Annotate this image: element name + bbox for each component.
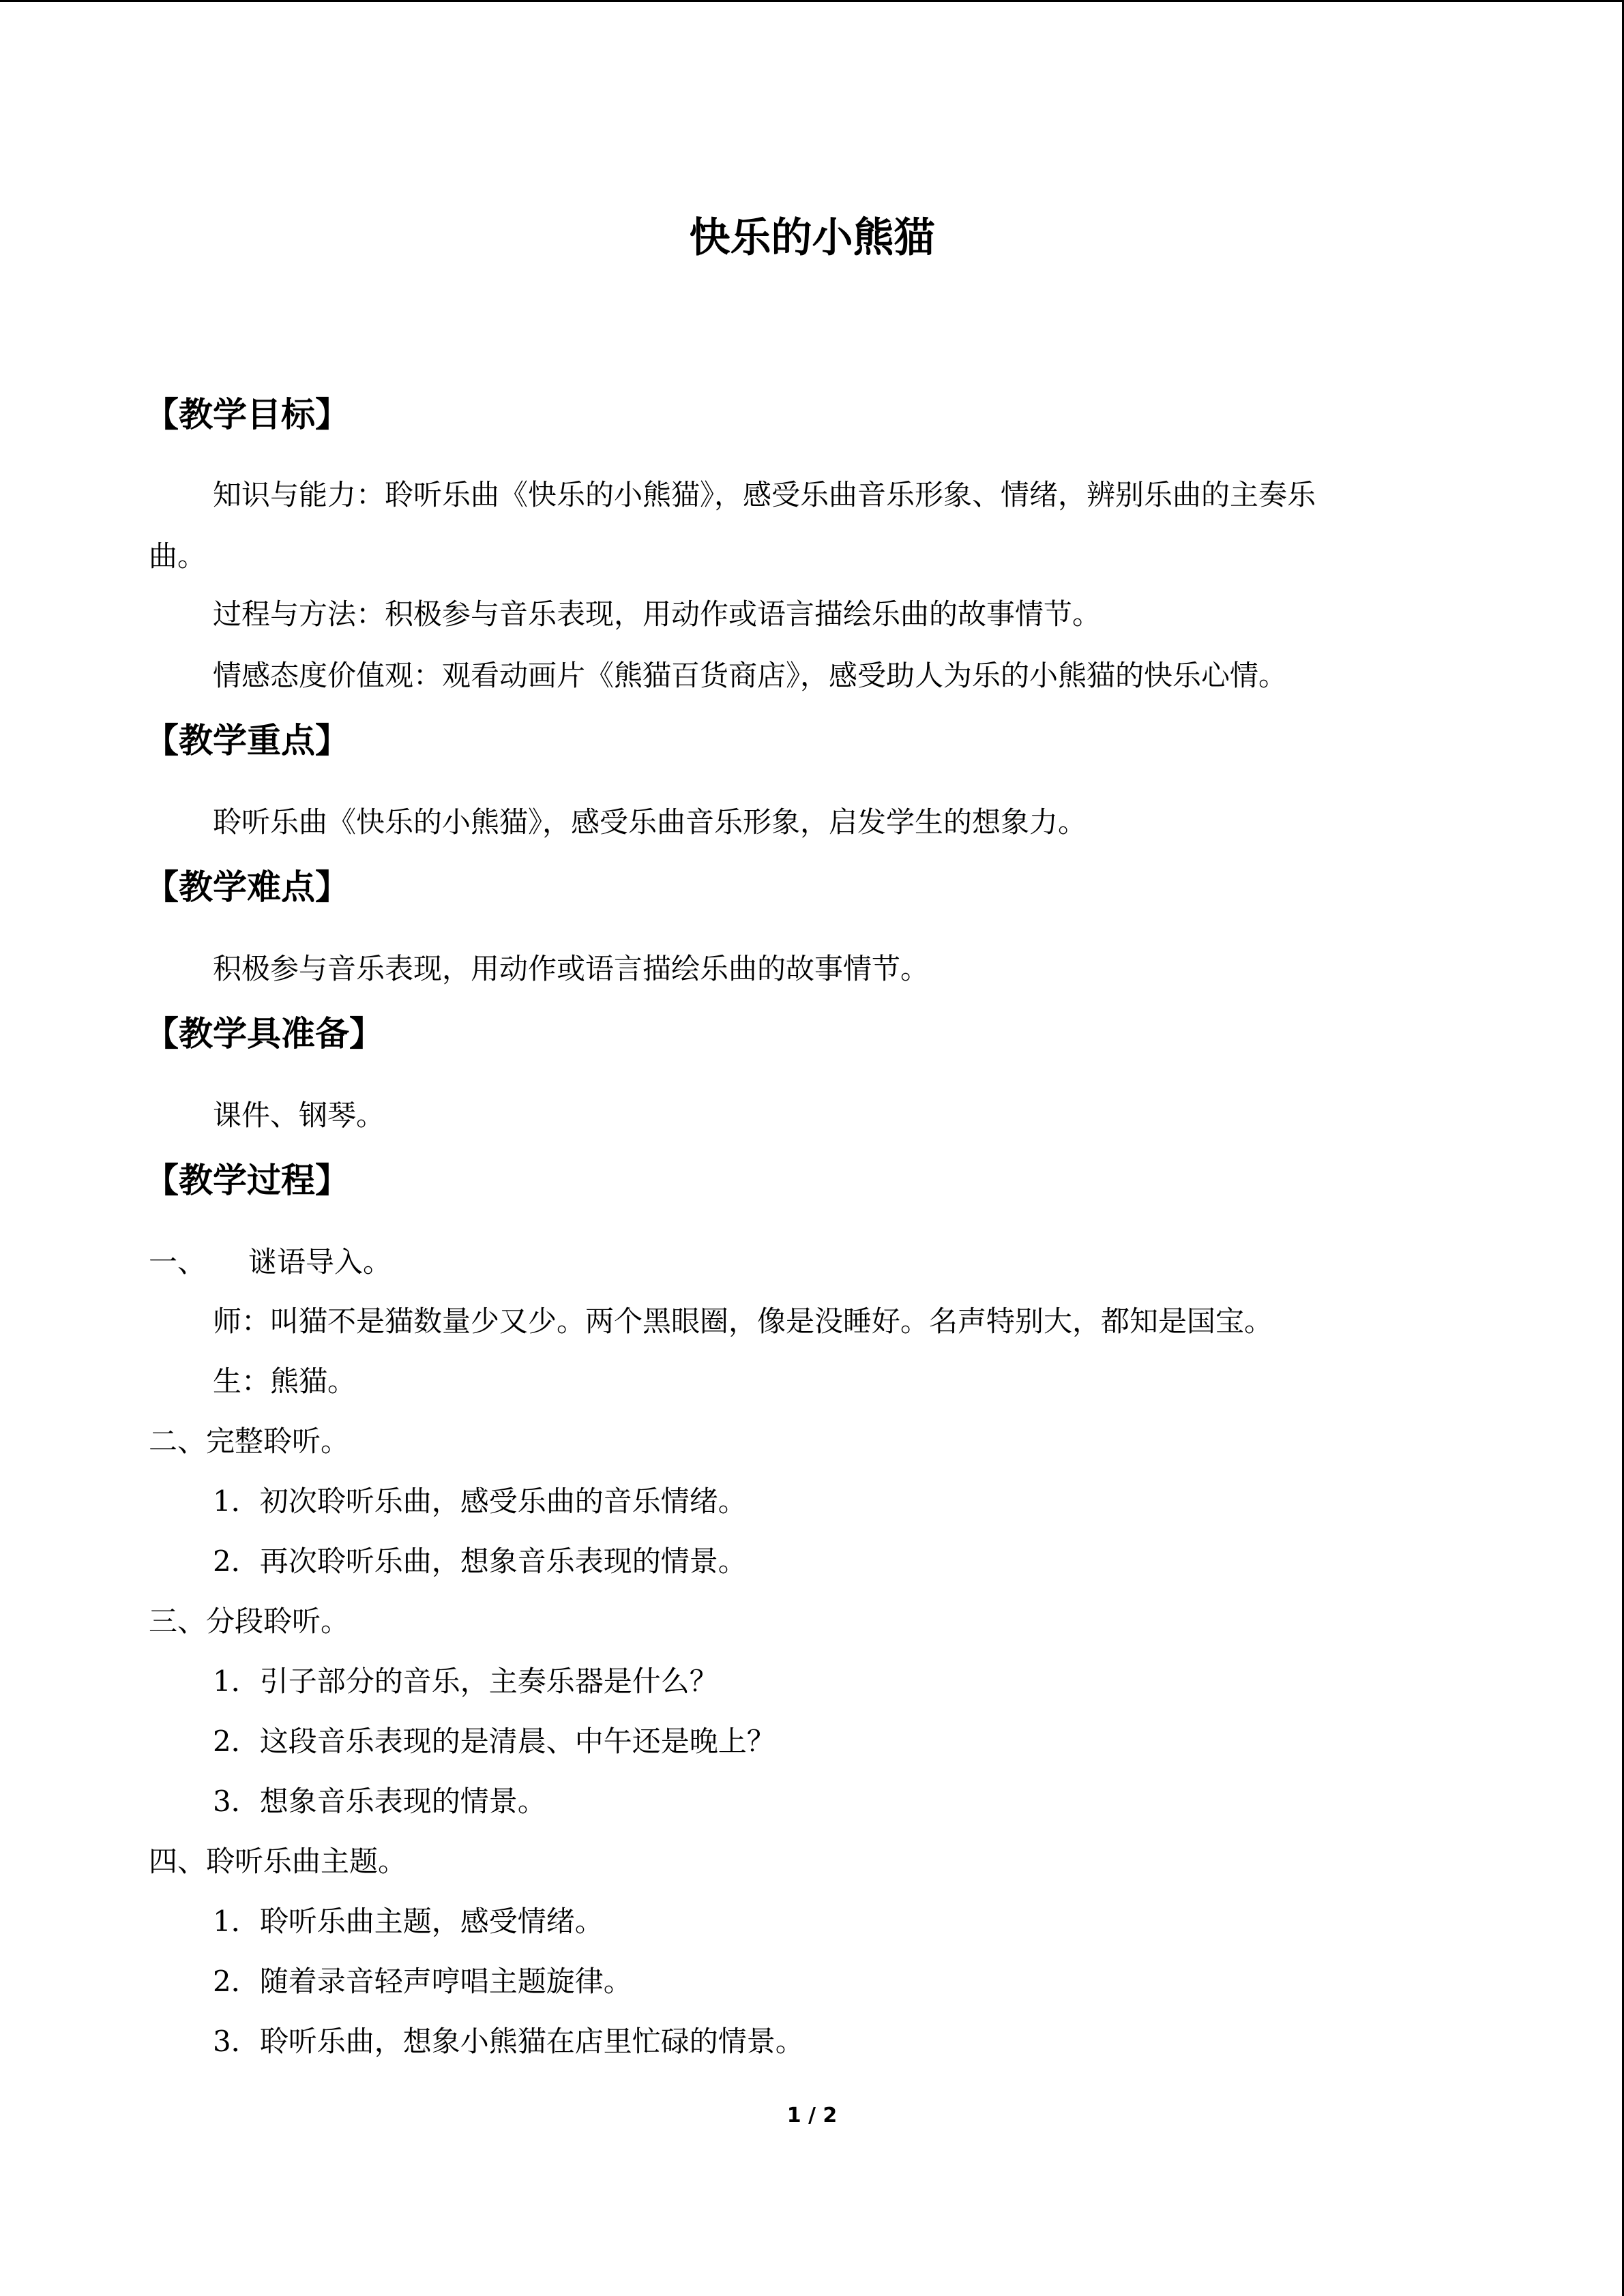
- difficulties-text: 积极参与音乐表现，用动作或语言描绘乐曲的故事情节。: [213, 952, 930, 985]
- process-step1-label: 谜语导入。: [248, 1245, 392, 1279]
- heading-preparation: 【教学具准备】: [145, 1014, 383, 1054]
- page-title: 快乐的小熊猫: [689, 214, 935, 262]
- process-step4-item: 2．随着录音轻声哼唱主题旋律。: [213, 1965, 632, 1998]
- process-step1-teacher: 师：叫猫不是猫数量少又少。两个黑眼圈，像是没睡好。名声特别大，都知是国宝。: [213, 1304, 1273, 1338]
- process-step3-item: 2．这段音乐表现的是清晨、中午还是晚上？: [213, 1725, 776, 1758]
- process-step1-number: 一、: [149, 1245, 207, 1279]
- objectives-process: 过程与方法：积极参与音乐表现，用动作或语言描绘乐曲的故事情节。: [213, 597, 1102, 631]
- heading-key-points: 【教学重点】: [145, 721, 349, 760]
- process-step4-item: 1．聆听乐曲主题，感受情绪。: [213, 1905, 604, 1938]
- process-step3-title: 三、分段聆听。: [149, 1605, 350, 1638]
- process-step2-item: 2．再次聆听乐曲，想象音乐表现的情景。: [213, 1545, 747, 1578]
- process-step2-item: 1．初次聆听乐曲，感受乐曲的音乐情绪。: [213, 1485, 747, 1518]
- objectives-knowledge-cont: 曲。: [149, 539, 207, 573]
- process-step3-item: 3．想象音乐表现的情景。: [213, 1785, 546, 1818]
- heading-process: 【教学过程】: [145, 1161, 349, 1200]
- process-step4-item: 3．聆听乐曲，想象小熊猫在店里忙碌的情景。: [213, 2025, 804, 2058]
- page-number: 1 / 2: [786, 2104, 838, 2128]
- objectives-emotion: 情感态度价值观：观看动画片《熊猫百货商店》，感受助人为乐的小熊猫的快乐心情。: [213, 659, 1288, 692]
- preparation-text: 课件、钢琴。: [213, 1099, 385, 1132]
- process-step3-item: 1．引子部分的音乐，主奏乐器是什么？: [213, 1665, 718, 1698]
- process-step1-title: [149, 1242, 392, 1283]
- process-step4-title: 四、聆听乐曲主题。: [149, 1845, 407, 1878]
- heading-objectives: 【教学目标】: [145, 395, 349, 434]
- process-step2-title: 二、完整聆听。: [149, 1425, 350, 1458]
- heading-difficulties: 【教学难点】: [145, 867, 349, 907]
- objectives-knowledge: 知识与能力：聆听乐曲《快乐的小熊猫》，感受乐曲音乐形象、情绪，辨别乐曲的主奏乐: [213, 478, 1316, 511]
- process-step1-student: 生：熊猫。: [213, 1365, 357, 1398]
- key-points-text: 聆听乐曲《快乐的小熊猫》，感受乐曲音乐形象，启发学生的想象力。: [213, 805, 1087, 839]
